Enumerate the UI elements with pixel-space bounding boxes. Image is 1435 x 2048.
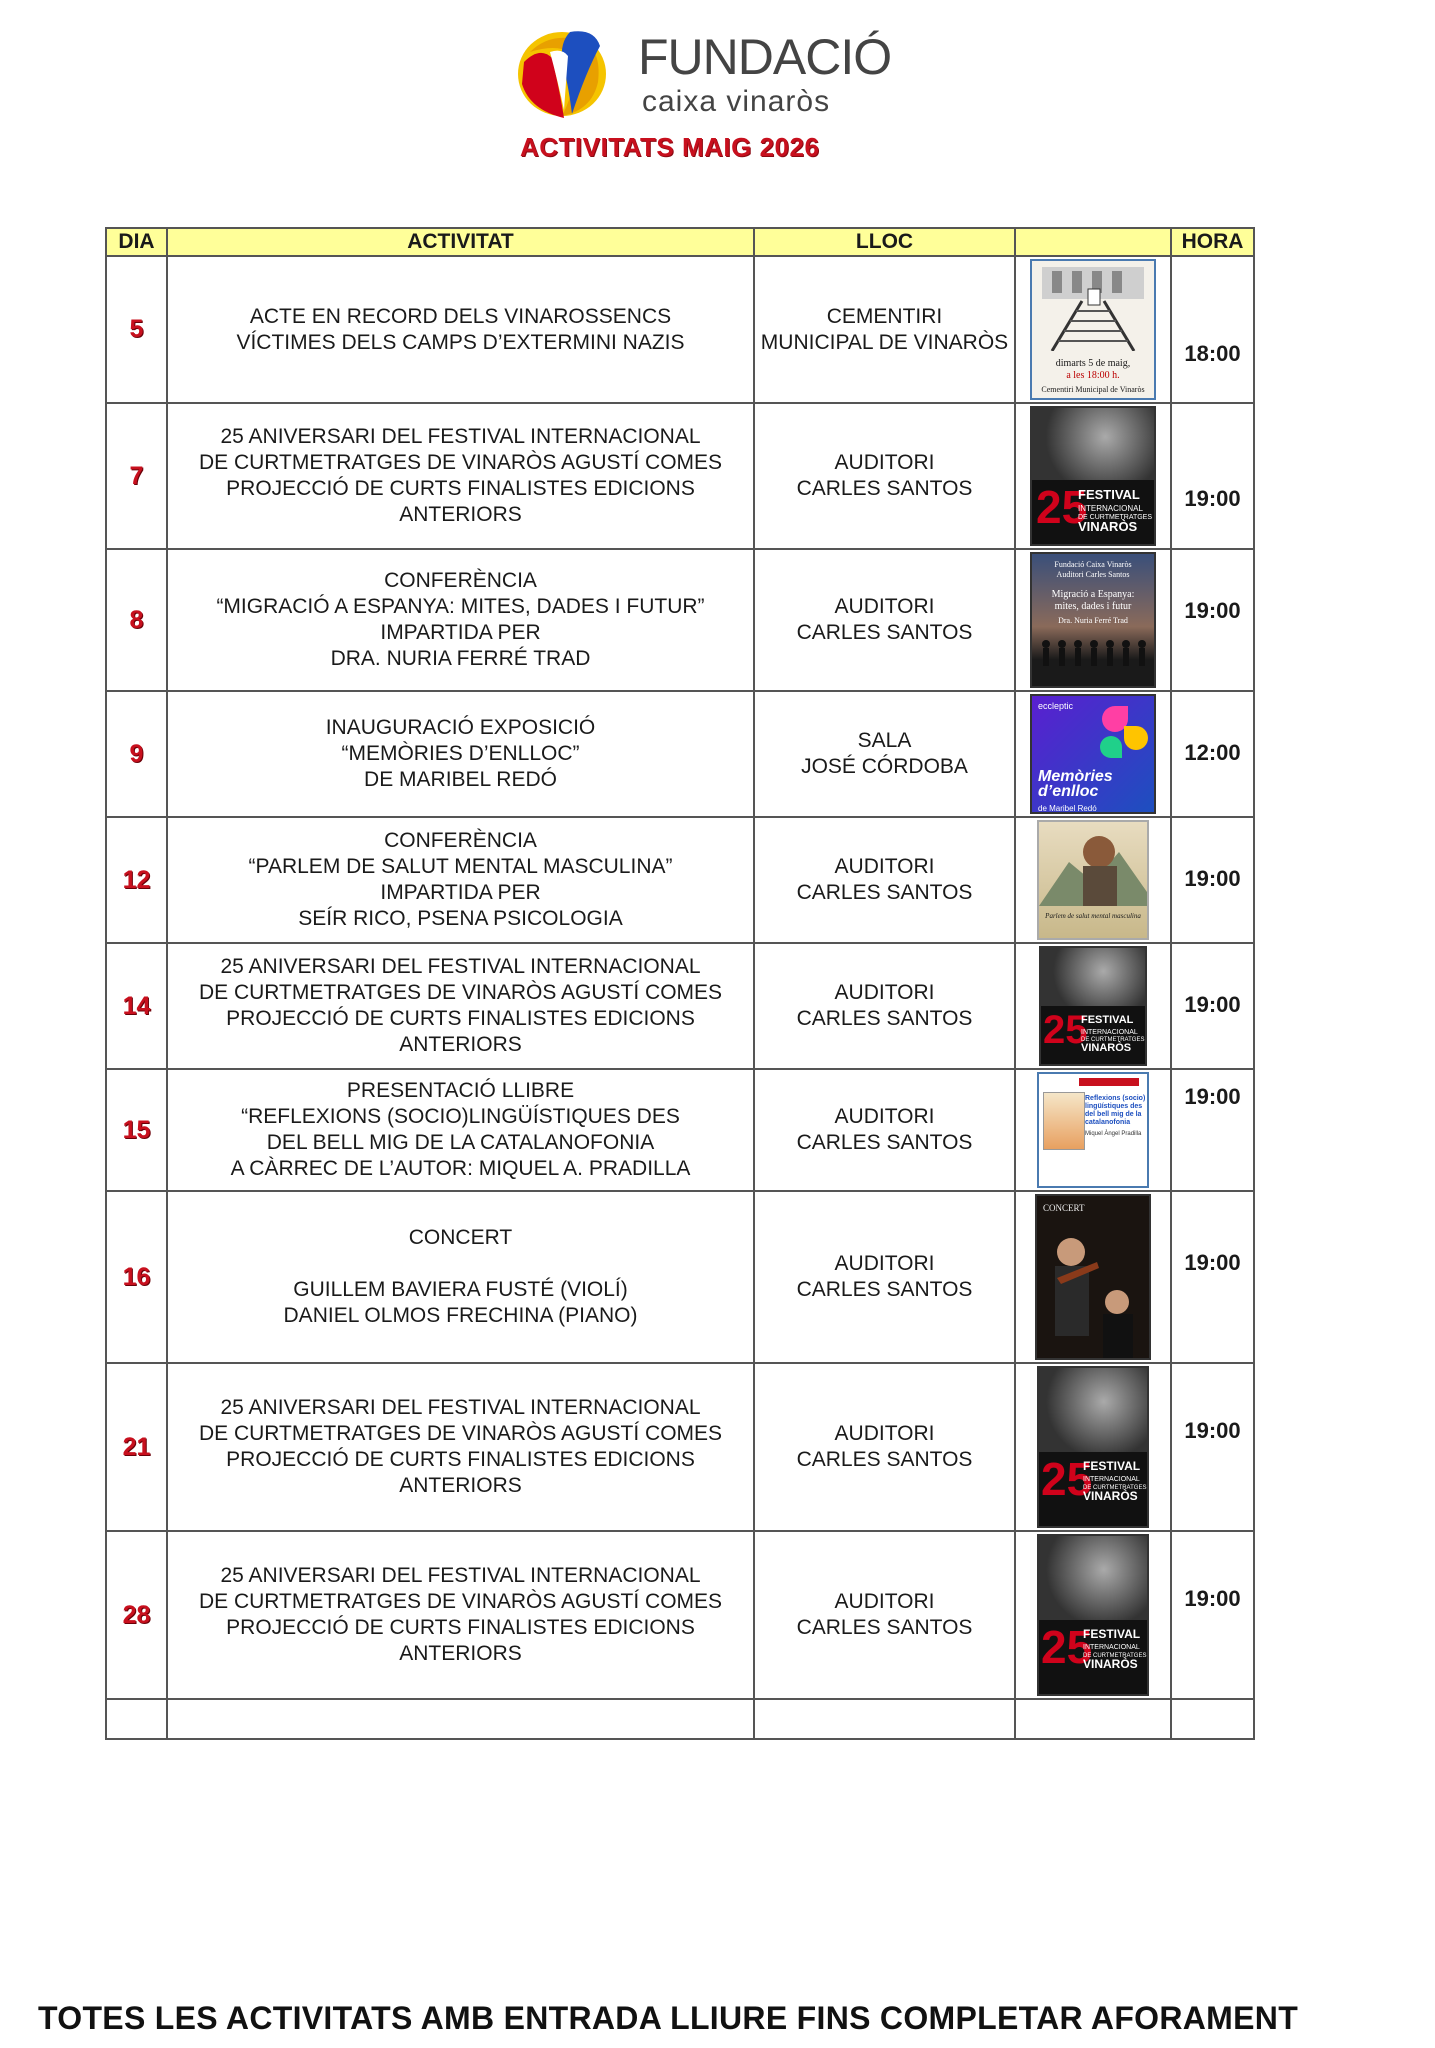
- book-title-4: catalanofonia: [1085, 1119, 1131, 1126]
- empty-cell: [1015, 1699, 1171, 1739]
- empty-cell: [1171, 1699, 1254, 1739]
- festival-photo: [1039, 1536, 1147, 1620]
- table-row: [106, 1191, 1254, 1363]
- time-value: 19:00: [1184, 598, 1241, 623]
- poster-festival: [1037, 1366, 1149, 1528]
- festival-photo: [1032, 408, 1154, 480]
- time-cell: [1171, 1531, 1254, 1699]
- migration-org: Fundació Caixa Vinaròs: [1054, 560, 1132, 569]
- festival-number: 25: [1041, 1453, 1093, 1505]
- time-cell: [1171, 1363, 1254, 1531]
- poster-memorial: [1030, 259, 1156, 400]
- table-row: [106, 943, 1254, 1069]
- festival-intl: INTERNACIONAL: [1083, 1644, 1140, 1651]
- header-place: LLOC: [754, 228, 1015, 256]
- book-banner: [1079, 1078, 1139, 1086]
- time-value: 19:00: [1184, 1084, 1241, 1109]
- festival-city: VINARÒS: [1083, 1489, 1138, 1503]
- place-cell: CEMENTIRI MUNICIPAL DE VINARÒS: [754, 256, 1015, 403]
- time-cell: [1171, 943, 1254, 1069]
- table-row: [106, 256, 1254, 403]
- concert-label: CONCERT: [1043, 1203, 1085, 1213]
- time-cell: [1171, 691, 1254, 817]
- poster-memorial-place: Cementiri Municipal de Vinaròs: [1041, 385, 1145, 394]
- empty-cell: [167, 1699, 754, 1739]
- day-cell: 8: [106, 549, 167, 691]
- migration-speaker: Dra. Nuria Ferré Trad: [1058, 616, 1128, 625]
- memories-shape-yellow: [1124, 726, 1148, 750]
- book-title-1: Reflexions (socio): [1085, 1095, 1146, 1102]
- festival-photo: [1041, 948, 1145, 1006]
- place-cell: AUDITORI CARLES SANTOS: [754, 943, 1015, 1069]
- time-value: 19:00: [1184, 486, 1241, 511]
- place-cell: AUDITORI CARLES SANTOS: [754, 549, 1015, 691]
- day-cell: 5: [106, 256, 167, 403]
- poster-cell: [1015, 549, 1171, 691]
- poster-book: [1037, 1072, 1149, 1188]
- header-day: DIA: [106, 228, 167, 256]
- place-cell: AUDITORI CARLES SANTOS: [754, 1531, 1015, 1699]
- day-cell: 21: [106, 1363, 167, 1531]
- poster-cell: [1015, 403, 1171, 549]
- time-value: 19:00: [1184, 1250, 1241, 1275]
- activity-cell: 25 ANIVERSARI DEL FESTIVAL INTERNACIONAL DE CURTMETRATGES DE VINARÒS AGUSTÍ COMES PROJECCIÓ DE CURTS FINALISTES EDICIONS ANTERIORS: [167, 943, 754, 1069]
- day-cell: 9: [106, 691, 167, 817]
- time-cell: [1171, 256, 1254, 403]
- logo-title: FUNDACIÓ: [638, 29, 892, 85]
- festival-shorts: DE CURTMETRATGES: [1081, 1037, 1145, 1043]
- walking-people-icon: [1032, 636, 1154, 676]
- header-time: HORA: [1171, 228, 1254, 256]
- place-cell: SALA JOSÉ CÓRDOBA: [754, 691, 1015, 817]
- table-row: [106, 549, 1254, 691]
- memories-shape-green: [1100, 736, 1122, 758]
- time-value: 12:00: [1184, 740, 1241, 765]
- day-cell: 12: [106, 817, 167, 943]
- festival-word: FESTIVAL: [1083, 1627, 1141, 1641]
- book-title-2: lingüístiques des: [1085, 1103, 1143, 1110]
- man-profile-icon: [1039, 822, 1147, 906]
- festival-word: FESTIVAL: [1083, 1459, 1141, 1473]
- festival-city: VINARÒS: [1081, 1042, 1132, 1054]
- time-value: 19:00: [1184, 866, 1241, 891]
- logo-subtitle: caixa vinaròs: [642, 85, 831, 118]
- book-author: Miquel Àngel Pradilla: [1085, 1131, 1142, 1137]
- time-value: 19:00: [1184, 1418, 1241, 1443]
- festival-number: 25: [1036, 481, 1088, 533]
- table-row: [106, 691, 1254, 817]
- table-row: [106, 1363, 1254, 1531]
- table-row-empty: [106, 1699, 1254, 1739]
- empty-cell: [754, 1699, 1015, 1739]
- table-row: [106, 1531, 1254, 1699]
- poster-migration: [1030, 552, 1156, 688]
- activity-cell: CONFERÈNCIA “MIGRACIÓ A ESPANYA: MITES, DADES I FUTUR” IMPARTIDA PER DRA. NURIA FERRÉ TRAD: [167, 549, 754, 691]
- time-cell: [1171, 549, 1254, 691]
- festival-number: 25: [1041, 1621, 1093, 1673]
- migration-subtitle: mites, dades i futur: [1054, 601, 1132, 612]
- place-cell: AUDITORI CARLES SANTOS: [754, 1069, 1015, 1191]
- time-value: 19:00: [1184, 1586, 1241, 1611]
- time-cell: [1171, 403, 1254, 549]
- poster-cell: [1015, 1191, 1171, 1363]
- activity-cell: 25 ANIVERSARI DEL FESTIVAL INTERNACIONAL DE CURTMETRATGES DE VINARÒS AGUSTÍ COMES PROJECCIÓ DE CURTS FINALISTES EDICIONS ANTERIORS: [167, 1363, 754, 1531]
- foundation-logo: [500, 18, 892, 118]
- poster-memories: [1030, 694, 1156, 814]
- migration-title: Migració a Espanya:: [1051, 589, 1135, 600]
- memories-author: de Maribel Redó: [1038, 804, 1097, 813]
- festival-photo: [1039, 1368, 1147, 1452]
- logo-mark-icon: [510, 22, 620, 122]
- empty-cell: [106, 1699, 167, 1739]
- table-row: [106, 817, 1254, 943]
- poster-cell: [1015, 943, 1171, 1069]
- book-title-3: del bell mig de la: [1085, 1111, 1142, 1118]
- poster-cell: [1015, 1363, 1171, 1531]
- header-activity: ACTIVITAT: [167, 228, 754, 256]
- time-cell: [1171, 1069, 1254, 1191]
- festival-city: VINARÒS: [1078, 519, 1138, 534]
- poster-mental-health: [1037, 820, 1149, 940]
- time-value: 19:00: [1184, 992, 1241, 1017]
- place-cell: AUDITORI CARLES SANTOS: [754, 1363, 1015, 1531]
- memories-title-2: d’enlloc: [1038, 783, 1099, 800]
- book-cover: [1043, 1092, 1085, 1150]
- festival-word: FESTIVAL: [1078, 487, 1140, 502]
- memories-title-1: Memòries: [1038, 768, 1113, 785]
- poster-memorial-time: a les 18:00 h.: [1066, 370, 1120, 381]
- festival-intl: INTERNACIONAL: [1083, 1476, 1140, 1483]
- activity-cell: CONFERÈNCIA “PARLEM DE SALUT MENTAL MASCULINA” IMPARTIDA PER SEÍR RICO, PSENA PSICOLOGIA: [167, 817, 754, 943]
- activity-cell: CONCERT GUILLEM BAVIERA FUSTÉ (VIOLÍ) DANIEL OLMOS FRECHINA (PIANO): [167, 1191, 754, 1363]
- time-cell: [1171, 1191, 1254, 1363]
- festival-shorts: DE CURTMETRATGES: [1083, 1485, 1147, 1491]
- header-image: [1015, 228, 1171, 256]
- activities-table: [105, 227, 1255, 1740]
- poster-festival: [1030, 406, 1156, 546]
- poster-cell: [1015, 691, 1171, 817]
- poster-cell: [1015, 1069, 1171, 1191]
- poster-memorial-date: dimarts 5 de maig,: [1055, 358, 1131, 369]
- day-cell: 28: [106, 1531, 167, 1699]
- poster-cell: [1015, 256, 1171, 403]
- poster-festival: [1037, 1534, 1149, 1696]
- activity-cell: 25 ANIVERSARI DEL FESTIVAL INTERNACIONAL DE CURTMETRATGES DE VINARÒS AGUSTÍ COMES PROJECCIÓ DE CURTS FINALISTES EDICIONS ANTERIORS: [167, 1531, 754, 1699]
- violinist-icon: [1037, 1218, 1149, 1358]
- table-row: [106, 403, 1254, 549]
- day-cell: 14: [106, 943, 167, 1069]
- day-cell: 15: [106, 1069, 167, 1191]
- festival-shorts: DE CURTMETRATGES: [1083, 1653, 1147, 1659]
- place-cell: AUDITORI CARLES SANTOS: [754, 817, 1015, 943]
- day-cell: 7: [106, 403, 167, 549]
- poster-cell: [1015, 1531, 1171, 1699]
- railway-illustration-icon: [1032, 261, 1154, 351]
- activity-cell: 25 ANIVERSARI DEL FESTIVAL INTERNACIONAL DE CURTMETRATGES DE VINARÒS AGUSTÍ COMES PROJECCIÓ DE CURTS FINALISTES EDICIONS ANTERIORS: [167, 403, 754, 549]
- poster-cell: [1015, 817, 1171, 943]
- footer-note: TOTES LES ACTIVITATS AMB ENTRADA LLIURE FINS COMPLETAR AFORAMENT: [38, 2000, 1299, 2036]
- activity-cell: INAUGURACIÓ EXPOSICIÓ “MEMÒRIES D’ENLLOC” DE MARIBEL REDÓ: [167, 691, 754, 817]
- activity-cell: PRESENTACIÓ LLIBRE “REFLEXIONS (SOCIO)LINGÜÍSTIQUES DES DEL BELL MIG DE LA CATALANOFONIA A CÀRREC DE L’AUTOR: MIQUEL A. PRADILLA: [167, 1069, 754, 1191]
- day-cell: 16: [106, 1191, 167, 1363]
- table-header-row: [106, 228, 1254, 256]
- mental-health-caption: Parlem de salut mental masculina: [1045, 912, 1141, 920]
- festival-word: FESTIVAL: [1081, 1014, 1134, 1026]
- place-cell: AUDITORI CARLES SANTOS: [754, 1191, 1015, 1363]
- activity-cell: ACTE EN RECORD DELS VINAROSSENCS VÍCTIMES DELS CAMPS D’EXTERMINI NAZIS: [167, 256, 754, 403]
- time-cell: [1171, 817, 1254, 943]
- festival-number: 25: [1043, 1008, 1088, 1052]
- time-value: 18:00: [1184, 341, 1241, 366]
- page-title: ACTIVITATS MAIG 2026: [520, 132, 820, 162]
- festival-intl: INTERNACIONAL: [1081, 1029, 1138, 1036]
- place-cell: AUDITORI CARLES SANTOS: [754, 403, 1015, 549]
- festival-shorts: DE CURTMETRATGES: [1078, 514, 1153, 521]
- migration-venue: Auditori Carles Santos: [1056, 570, 1130, 579]
- memories-brand: eccleptic: [1038, 701, 1074, 711]
- poster-concert: [1035, 1194, 1151, 1360]
- festival-intl: INTERNACIONAL: [1078, 504, 1143, 513]
- table-row: [106, 1069, 1254, 1191]
- festival-city: VINARÒS: [1083, 1657, 1138, 1671]
- poster-festival: [1039, 946, 1147, 1066]
